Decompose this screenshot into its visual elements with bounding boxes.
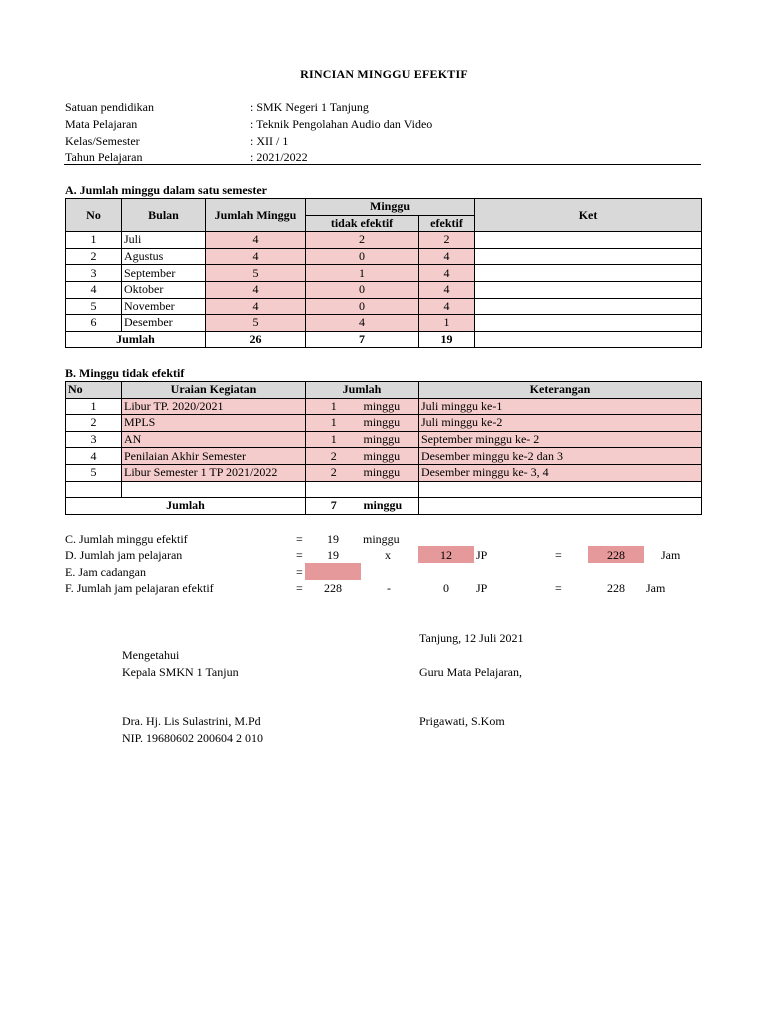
header-jumlah: Jumlah — [306, 382, 419, 399]
cell-ket — [475, 232, 702, 249]
cell-efektif: 4 — [419, 248, 475, 265]
total-row — [66, 498, 702, 515]
cell-bulan: Agustus — [122, 248, 206, 265]
cell-jumlah: 5 — [206, 265, 306, 282]
table-row — [66, 315, 702, 332]
cell-tidak-efektif: 2 — [306, 232, 419, 249]
cell-ket — [475, 265, 702, 282]
signature-right-name: Prigawati, S.Kom — [419, 714, 505, 728]
total-keterangan — [419, 498, 702, 515]
cell-ket — [475, 281, 702, 298]
cell-uraian: Libur TP. 2020/2021 — [122, 398, 306, 415]
cell-uraian: MPLS — [122, 415, 306, 432]
cell-tidak-efektif: 1 — [306, 265, 419, 282]
cell-no: 1 — [66, 398, 122, 415]
cell-efektif: 1 — [419, 315, 475, 332]
cell-jumlah: 1 — [306, 431, 362, 448]
header-no: No — [66, 382, 122, 399]
summary-c-label: C. Jumlah minggu efektif — [65, 532, 188, 546]
cell-tidak-efektif: 0 — [306, 248, 419, 265]
cell-bulan: Juli — [122, 232, 206, 249]
cell-no: 1 — [66, 232, 122, 249]
cell-no: 2 — [66, 415, 122, 432]
cell-no: 5 — [66, 298, 122, 315]
cell-bulan: September — [122, 265, 206, 282]
cell-tidak-efektif: 0 — [306, 281, 419, 298]
cell-jumlah: 2 — [306, 464, 362, 481]
cell-no: 4 — [66, 281, 122, 298]
cell-unit: minggu — [362, 415, 419, 432]
table-row — [66, 248, 702, 265]
cell-keterangan: Juli minggu ke-2 — [419, 415, 702, 432]
cell-no: 6 — [66, 315, 122, 332]
header-keterangan: Keterangan — [419, 382, 702, 399]
cell-jumlah: 4 — [206, 281, 306, 298]
cell-keterangan: Desember minggu ke- 3, 4 — [419, 464, 702, 481]
cell-empty — [66, 481, 122, 498]
summary-f-op: - — [387, 581, 391, 595]
summary-d-label: D. Jumlah jam pelajaran — [65, 548, 183, 562]
cell-uraian: Libur Semester 1 TP 2021/2022 — [122, 464, 306, 481]
info-value-satuan: : SMK Negeri 1 Tanjung — [250, 100, 369, 114]
info-label-tahun: Tahun Pelajaran — [65, 150, 143, 164]
cell-no: 3 — [66, 431, 122, 448]
cell-no: 2 — [66, 248, 122, 265]
summary-c-eq: = — [296, 532, 303, 546]
info-label-mapel: Mata Pelajaran — [65, 117, 138, 131]
cell-jumlah: 4 — [206, 298, 306, 315]
signature-right-line: Guru Mata Pelajaran, — [419, 665, 522, 679]
cell-no: 4 — [66, 448, 122, 465]
total-row — [66, 331, 702, 348]
cell-ket — [475, 298, 702, 315]
summary-e-label: E. Jam cadangan — [65, 565, 146, 579]
summary-f-eq: = — [296, 581, 303, 595]
cell-keterangan: September minggu ke- 2 — [419, 431, 702, 448]
summary-f-result: 228 — [607, 581, 625, 595]
table-row — [66, 232, 702, 249]
cell-empty — [122, 481, 306, 498]
header-uraian: Uraian Kegiatan — [122, 382, 306, 399]
info-label-kelas: Kelas/Semester — [65, 134, 140, 148]
table-row — [66, 415, 702, 432]
table-row — [66, 298, 702, 315]
table-row — [66, 464, 702, 481]
total-tidak-efektif: 7 — [306, 331, 419, 348]
cell-tidak-efektif: 0 — [306, 298, 419, 315]
cell-jumlah: 5 — [206, 315, 306, 332]
cell-unit: minggu — [362, 448, 419, 465]
cell-tidak-efektif: 4 — [306, 315, 419, 332]
cell-efektif: 4 — [419, 298, 475, 315]
header-tidak-efektif: tidak efektif — [306, 215, 419, 232]
info-label-satuan: Satuan pendidikan — [65, 100, 154, 114]
summary-d-value: 19 — [327, 548, 339, 562]
cell-jumlah: 1 — [306, 398, 362, 415]
summary-d-op: x — [385, 548, 391, 562]
divider-line — [64, 164, 701, 165]
table-row — [66, 448, 702, 465]
header-no: No — [66, 199, 122, 232]
summary-f-value2: 0 — [443, 581, 449, 595]
cell-unit: minggu — [362, 464, 419, 481]
table-section-b — [65, 381, 702, 515]
summary-d-unit: JP — [476, 548, 488, 562]
header-minggu: Minggu — [306, 199, 475, 216]
cell-empty — [419, 481, 702, 498]
document-title: RINCIAN MINGGU EFEKTIF — [300, 67, 468, 81]
header-efektif: efektif — [419, 215, 475, 232]
summary-e-eq: = — [296, 565, 303, 579]
info-value-kelas: : XII / 1 — [250, 134, 289, 148]
cell-no: 3 — [66, 265, 122, 282]
cell-efektif: 4 — [419, 265, 475, 282]
summary-d-eq2: = — [555, 548, 562, 562]
info-value-tahun: : 2021/2022 — [250, 150, 308, 164]
total-jumlah: 7 — [306, 498, 362, 515]
summary-d-unit2: Jam — [661, 548, 681, 562]
summary-d-eq: = — [296, 548, 303, 562]
signature-left-line2: Kepala SMKN 1 Tanjun — [122, 665, 239, 679]
cell-ket — [475, 248, 702, 265]
cell-keterangan: Juli minggu ke-1 — [419, 398, 702, 415]
cell-jumlah: 1 — [306, 415, 362, 432]
summary-f-eq2: = — [555, 581, 562, 595]
cell-empty — [306, 481, 419, 498]
cell-uraian: Penilaian Akhir Semester — [122, 448, 306, 465]
cell-bulan: Oktober — [122, 281, 206, 298]
section-b-heading: B. Minggu tidak efektif — [65, 366, 185, 380]
cell-jumlah: 2 — [306, 448, 362, 465]
cell-unit: minggu — [362, 398, 419, 415]
total-label: Jumlah — [66, 498, 306, 515]
total-label: Jumlah — [66, 331, 206, 348]
summary-d-result: 228 — [607, 548, 625, 562]
table-row — [66, 431, 702, 448]
cell-unit: minggu — [362, 431, 419, 448]
total-efektif: 19 — [419, 331, 475, 348]
highlight-cell — [305, 563, 361, 580]
cell-bulan: November — [122, 298, 206, 315]
table-row — [66, 281, 702, 298]
signature-left-line1: Mengetahui — [122, 648, 180, 662]
place-date: Tanjung, 12 Juli 2021 — [419, 631, 524, 645]
signature-left-nip: NIP. 19680602 200604 2 010 — [122, 731, 264, 745]
header-bulan: Bulan — [122, 199, 206, 232]
cell-uraian: AN — [122, 431, 306, 448]
table-row — [66, 265, 702, 282]
summary-c-unit: minggu — [363, 532, 400, 546]
table-section-a — [65, 198, 702, 348]
total-ket — [475, 331, 702, 348]
cell-bulan: Desember — [122, 315, 206, 332]
info-value-mapel: : Teknik Pengolahan Audio dan Video — [250, 117, 433, 131]
header-ket: Ket — [475, 199, 702, 232]
cell-keterangan: Desember minggu ke-2 dan 3 — [419, 448, 702, 465]
summary-f-label: F. Jumlah jam pelajaran efektif — [65, 581, 214, 595]
summary-f-unit: JP — [476, 581, 488, 595]
cell-efektif: 2 — [419, 232, 475, 249]
summary-f-unit2: Jam — [646, 581, 666, 595]
header-jumlah-minggu: Jumlah Minggu — [206, 199, 306, 232]
section-a-heading: A. Jumlah minggu dalam satu semester — [65, 183, 268, 197]
total-jumlah: 26 — [206, 331, 306, 348]
table-row — [66, 398, 702, 415]
cell-jumlah: 4 — [206, 232, 306, 249]
summary-c-value: 19 — [327, 532, 339, 546]
cell-no: 5 — [66, 464, 122, 481]
summary-f-value: 228 — [324, 581, 342, 595]
table-row-empty — [66, 481, 702, 498]
cell-ket — [475, 315, 702, 332]
cell-jumlah: 4 — [206, 248, 306, 265]
cell-efektif: 4 — [419, 281, 475, 298]
summary-d-value2: 12 — [440, 548, 452, 562]
signature-left-name: Dra. Hj. Lis Sulastrini, M.Pd — [122, 714, 261, 728]
total-unit: minggu — [362, 498, 419, 515]
